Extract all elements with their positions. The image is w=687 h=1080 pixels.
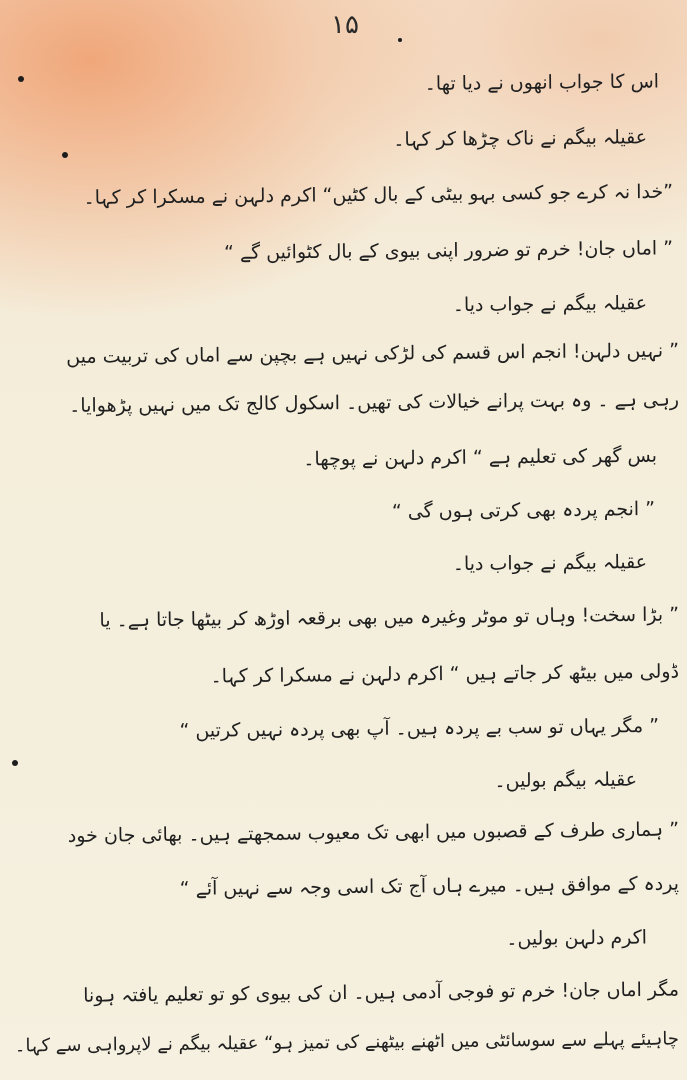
text-line: ” اماں جان! خرم تو ضرور اپنی بیوی کے بال کٹوائیں گے “ xyxy=(223,237,674,264)
text-line: اس کا جواب انھوں نے دیا تھا۔ xyxy=(424,70,660,95)
text-line: عقیلہ بیگم نے جواب دیا۔ xyxy=(452,551,648,576)
text-line: ڈولی میں بیٹھ کر جاتے ہیں “ اکرم دلہن نے مسکرا کر کہا۔ xyxy=(210,660,680,688)
text-line: مگر اماں جان! خرم تو فوجی آدمی ہیں۔ ان کی بیوی کو تو تعلیم یافتہ ہونا xyxy=(83,978,680,1007)
text-line: ”خدا نہ کرے جو کسی بہو بیٹی کے بال کٹیں“ اکرم دلہن نے مسکرا کر کہا۔ xyxy=(83,180,674,209)
text-line: ” ہماری طرف کے قصبوں میں ابھی تک معیوب سمجھتے ہیں۔ بھائی جان خود xyxy=(67,818,680,847)
text-line: ” مگر یہاں تو سب بے پردہ ہیں۔ آپ بھی پردہ نہیں کرتیں “ xyxy=(179,714,660,742)
text-line: عقیلہ بیگم بولیں۔ xyxy=(494,768,638,793)
text-line: ” انجم پردہ بھی کرتی ہوں گی “ xyxy=(391,497,656,523)
text-line: عقیلہ بیگم نے ناک چڑھا کر کہا۔ xyxy=(393,126,648,151)
text-line: عقیلہ بیگم نے جواب دیا۔ xyxy=(452,292,648,317)
text-line: ” نہیں دلہن! انجم اس قسم کی لڑکی نہیں ہے بچپن سے اماں کی تربیت میں xyxy=(66,339,680,368)
text-line: ” بڑا سخت! وہاں تو موٹر وغیرہ میں بھی برقعہ اوڑھ کر بیٹھا جاتا ہے۔ یا xyxy=(99,603,680,632)
text-line: بس گھر کی تعلیم ہے “ اکرم دلہن نے پوچھا۔ xyxy=(303,444,658,471)
page-number: ۱۵ xyxy=(331,10,359,40)
text-line: پردہ کے موافق ہیں۔ میرے ہاں آج تک اسی وجہ سے نہیں آئے “ xyxy=(179,872,680,900)
text-line: چاہیئے پہلے سے سوسائٹی میں اٹھنے بیٹھنے کی تمیز ہو“ عقیلہ بیگم نے لاپرواہی سے کہا۔ xyxy=(14,1028,680,1057)
text-line: اکرم دلہن بولیں۔ xyxy=(506,926,648,950)
text-line: رہی ہے ۔ وہ بہت پرانے خیالات کی تھیں۔ اسکول کالج تک میں نہیں پڑھوایا۔ xyxy=(69,388,680,417)
